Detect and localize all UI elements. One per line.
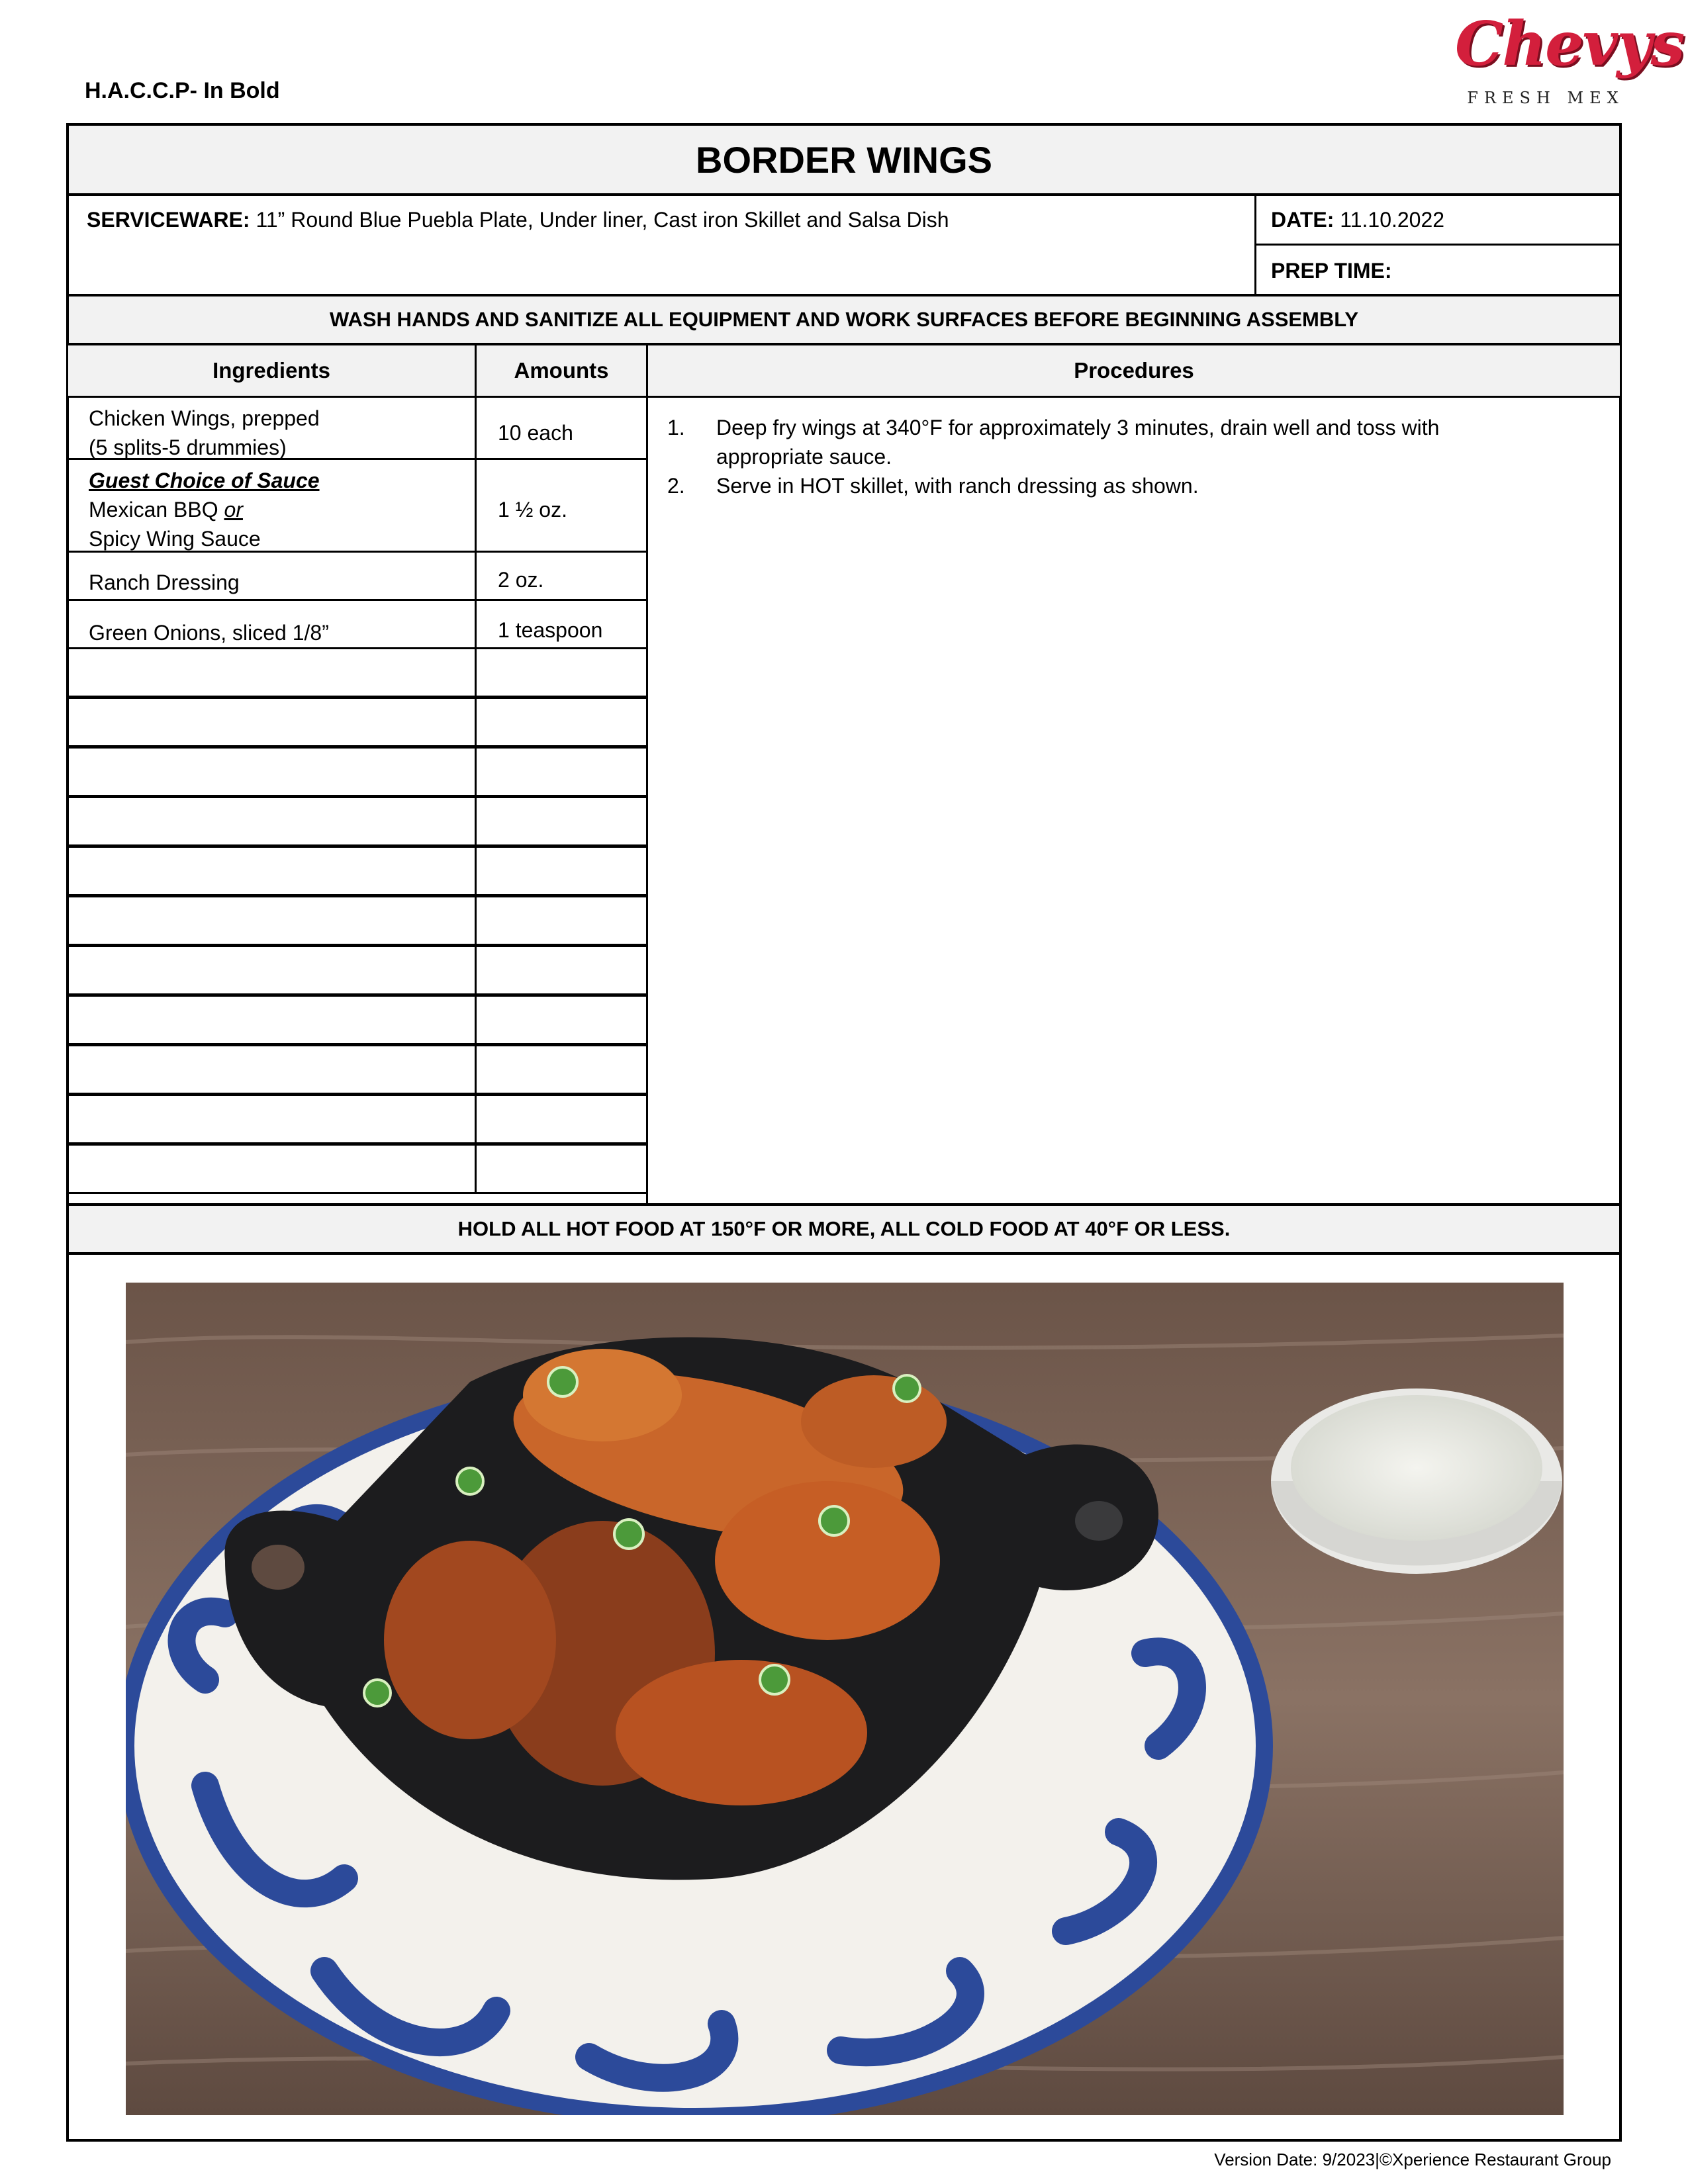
procedure-2-number: 2. [667, 474, 685, 498]
amount-cell [475, 1144, 648, 1194]
logo-wordmark: Chevys [1455, 8, 1684, 79]
amounts-header: Amounts [475, 343, 648, 398]
version-footer: Version Date: 9/2023|©Xperience Restaurant Group [1214, 2150, 1611, 2169]
sauce-choice-header: Guest Choice of Sauce [89, 469, 320, 492]
ingredient-1-line2: (5 splits-5 drummies) [89, 435, 287, 459]
procedure-2: Serve in HOT skillet, with ranch dressing as shown. [716, 474, 1199, 498]
ingredient-cell [66, 1144, 477, 1194]
amount-cell [475, 647, 648, 698]
ingredient-2-line2: Spicy Wing Sauce [89, 527, 261, 551]
ingredient-cell [66, 647, 477, 698]
recipe-title: BORDER WINGS [66, 123, 1622, 196]
prep-time-cell [1254, 244, 1622, 296]
date-value: 11.10.2022 [1340, 208, 1445, 232]
procedures-header: Procedures [646, 343, 1622, 398]
haccp-note: H.A.C.C.P- In Bold [85, 78, 280, 103]
ingredient-2-line1-wrap [89, 495, 320, 524]
amount-3: 2 oz. [498, 568, 544, 592]
ingredient-1 [89, 404, 320, 462]
hold-notice: HOLD ALL HOT FOOD AT 150°F OR MORE, ALL COLD FOOD AT 40°F OR LESS. [66, 1203, 1622, 1255]
logo-tagline: FRESH MEX [1467, 89, 1624, 107]
amount-cell [475, 945, 648, 995]
ingredient-2-or: or [224, 498, 243, 522]
serviceware-cell [66, 194, 1256, 296]
serviceware-text [87, 208, 949, 232]
dish-photo-illustration [126, 1283, 1564, 2115]
ingredient-2 [89, 466, 320, 553]
ingredient-3: Ranch Dressing [89, 570, 240, 594]
ingredient-cell [66, 796, 477, 846]
ingredient-2-line1: Mexican BBQ [89, 498, 224, 522]
amount-cell [475, 796, 648, 846]
date-cell [1254, 194, 1622, 246]
amount-4: 1 teaspoon [498, 618, 603, 642]
ingredient-cell [66, 895, 477, 946]
amount-cell [475, 1044, 648, 1095]
wash-notice: WASH HANDS AND SANITIZE ALL EQUIPMENT AND WORK SURFACES BEFORE BEGINNING ASSEMBLY [66, 294, 1622, 345]
procedure-1-line1: Deep fry wings at 340°F for approximately 3 minutes, drain well and toss with [716, 416, 1440, 439]
amount-cell [475, 747, 648, 797]
amount-cell [475, 1094, 648, 1144]
date-label: DATE: [1271, 208, 1335, 232]
dish-photo [126, 1283, 1564, 2115]
ingredient-cell [66, 747, 477, 797]
ingredient-cell [66, 697, 477, 747]
serviceware-value: 11” Round Blue Puebla Plate, Under liner, Cast iron Skillet and Salsa Dish [256, 208, 949, 232]
amount-1: 10 each [498, 421, 573, 445]
chevys-logo [1455, 8, 1684, 114]
ingredient-cell [66, 846, 477, 896]
procedure-1 [716, 413, 1439, 471]
amount-cell [475, 697, 648, 747]
amount-cell [475, 995, 648, 1045]
procedures-cell [646, 396, 1622, 1205]
amount-cell [475, 895, 648, 946]
ingredients-header: Ingredients [66, 343, 477, 398]
prep-time-label: PREP TIME: [1271, 259, 1392, 283]
ingredient-cell [66, 995, 477, 1045]
ingredient-cell [66, 1044, 477, 1095]
ingredient-cell [66, 1094, 477, 1144]
procedure-1-line2: appropriate sauce. [716, 445, 892, 469]
serviceware-label: SERVICEWARE: [87, 208, 250, 232]
ingredient-1-line1: Chicken Wings, prepped [89, 406, 320, 430]
amount-cell [475, 846, 648, 896]
ingredient-4: Green Onions, sliced 1/8” [89, 621, 329, 645]
procedure-1-number: 1. [667, 416, 685, 439]
ingredient-cell [66, 945, 477, 995]
amount-2: 1 ½ oz. [498, 498, 567, 522]
